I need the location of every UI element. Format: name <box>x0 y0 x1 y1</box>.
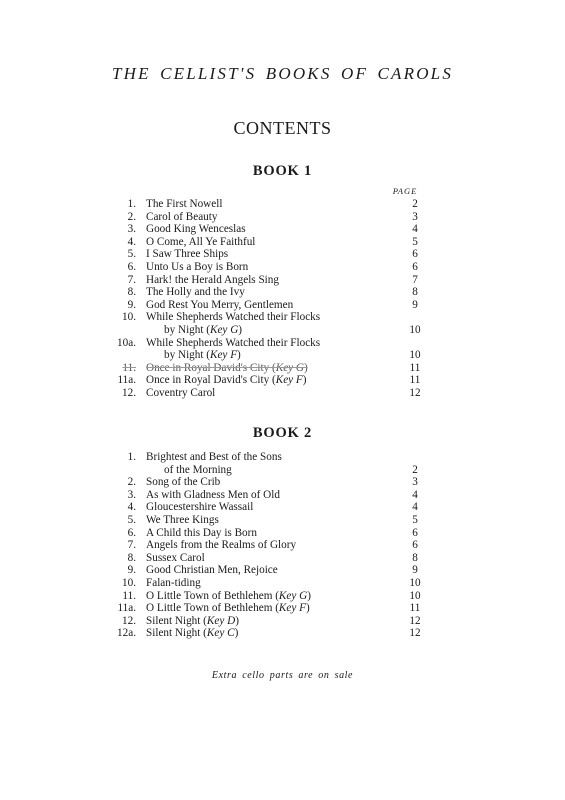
entry-page-number: 6 <box>412 260 418 273</box>
entry-number: 1. <box>127 451 136 463</box>
toc-entry <box>100 577 430 590</box>
entry-page-number: 12 <box>409 627 421 640</box>
toc-entry <box>100 514 430 527</box>
entry-page-number: 9 <box>412 564 418 577</box>
toc-entry <box>100 198 430 211</box>
toc-entry <box>100 476 430 489</box>
entry-number: 12. <box>122 386 136 399</box>
toc-entry <box>100 349 430 362</box>
entry-page-number: 3 <box>412 210 418 223</box>
toc-entry <box>100 387 430 400</box>
entry-title-continued: by Night (Key G) <box>164 323 243 336</box>
entry-page-number: 3 <box>412 476 418 489</box>
entry-title-continued: by Night (Key F) <box>164 349 241 362</box>
entry-page-number: 10 <box>409 349 421 362</box>
entry-title: Falan-tiding <box>146 576 201 589</box>
entry-title: God Rest You Merry, Gentlemen <box>146 298 294 311</box>
toc-entry <box>100 552 430 565</box>
toc-entry <box>100 248 430 261</box>
entry-page-number: 5 <box>412 235 418 248</box>
entry-title: While Shepherds Watched their Flocks <box>146 336 321 349</box>
entry-number: 7. <box>127 273 136 286</box>
entry-page-number: 4 <box>412 488 418 501</box>
entry-title: O Come, All Ye Faithful <box>146 235 256 248</box>
book-2-heading: BOOK 2 <box>252 425 313 441</box>
toc-entry <box>100 362 430 375</box>
entry-number: 1. <box>127 198 136 210</box>
toc-entry <box>100 261 430 274</box>
entry-number: 10a. <box>117 336 136 349</box>
entry-number: 5. <box>127 248 136 261</box>
entry-page-number: 10 <box>409 323 421 336</box>
entry-title: The First Nowell <box>146 198 223 210</box>
toc-entry <box>100 590 430 603</box>
toc-entry <box>100 615 430 628</box>
entry-page-number: 12 <box>409 386 421 399</box>
toc-entry <box>100 236 430 249</box>
entry-page-number: 4 <box>412 223 418 236</box>
entry-title: While Shepherds Watched their Flocks <box>146 311 321 324</box>
entry-number: 10. <box>122 576 136 589</box>
entry-page-number: 2 <box>412 463 418 476</box>
entry-page-number: 6 <box>412 526 418 539</box>
entry-page-number: 7 <box>412 273 418 286</box>
entry-page-number: 11 <box>409 374 421 387</box>
entry-title: Song of the Crib <box>146 476 221 489</box>
entry-page-number: 11 <box>409 602 421 615</box>
entry-title: Carol of Beauty <box>146 210 218 223</box>
entry-page-number: 12 <box>409 614 421 627</box>
entry-title: O Little Town of Bethlehem (Key G) <box>146 589 311 602</box>
entry-number: 6. <box>127 260 136 273</box>
entry-title: Once in Royal David's City (Key F) <box>146 374 307 387</box>
toc-entry <box>100 539 430 552</box>
entry-title: Silent Night (Key C) <box>146 627 239 640</box>
entry-page-number: 11 <box>409 361 421 374</box>
entry-title: Angels from the Realms of Glory <box>146 539 297 552</box>
entry-title: Sussex Carol <box>146 551 205 564</box>
toc-entry <box>100 627 430 640</box>
entry-number: 11a. <box>117 602 136 615</box>
entry-title: Good King Wenceslas <box>146 223 246 236</box>
entry-number: 2. <box>127 210 136 223</box>
entry-title: Unto Us a Boy is Born <box>146 260 249 273</box>
entry-number: 8. <box>127 551 136 564</box>
entry-title: Gloucestershire Wassail <box>146 501 254 514</box>
entry-title: The Holly and the Ivy <box>146 286 245 299</box>
entry-number: 11. <box>122 589 136 602</box>
toc-entry <box>100 602 430 615</box>
entry-page-number: 10 <box>409 576 421 589</box>
entry-title: A Child this Day is Born <box>146 526 257 539</box>
entry-page-number: 9 <box>412 298 418 311</box>
toc-entry <box>100 564 430 577</box>
entry-page-number: 8 <box>412 551 418 564</box>
entry-number: 8. <box>127 286 136 299</box>
page-title: THE CELLIST'S BOOKS OF CAROLS <box>111 64 454 83</box>
toc-entry <box>100 223 430 236</box>
entry-number: 10. <box>122 311 136 324</box>
entry-number: 7. <box>127 539 136 552</box>
toc-entry <box>100 311 430 324</box>
entry-page-number: 10 <box>409 589 421 602</box>
toc-entry <box>100 451 430 464</box>
entry-page-number: 2 <box>412 198 418 210</box>
entry-number: 11a. <box>117 374 136 387</box>
toc-entry <box>100 527 430 540</box>
book-1-list <box>100 198 430 400</box>
entry-title: Good Christian Men, Rejoice <box>146 564 278 577</box>
page-column-label: PAGE <box>392 186 418 196</box>
entry-title: I Saw Three Ships <box>146 248 229 261</box>
entry-number: 9. <box>127 564 136 577</box>
entry-number: 4. <box>127 235 136 248</box>
contents-heading: CONTENTS <box>233 118 332 138</box>
entry-title: Brightest and Best of the Sons <box>146 451 282 463</box>
entry-page-number: 5 <box>412 513 418 526</box>
entry-title: As with Gladness Men of Old <box>146 488 280 501</box>
entry-number: 12a. <box>117 627 136 640</box>
entry-title: Once in Royal David's City (Key G) <box>146 361 308 374</box>
entry-number: 2. <box>127 476 136 489</box>
entry-title: We Three Kings <box>146 513 219 526</box>
toc-entry <box>100 286 430 299</box>
toc-entry <box>100 489 430 502</box>
entry-number: 3. <box>127 223 136 236</box>
entry-page-number: 6 <box>412 539 418 552</box>
footer-note: Extra cello parts are on sale <box>211 670 354 681</box>
entry-number: 6. <box>127 526 136 539</box>
entry-number: 5. <box>127 513 136 526</box>
entry-number: 9. <box>127 298 136 311</box>
entry-title: Silent Night (Key D) <box>146 614 239 627</box>
entry-number: 4. <box>127 501 136 514</box>
entry-title-continued: of the Morning <box>164 463 232 476</box>
entry-number: 12. <box>122 614 136 627</box>
toc-entry <box>100 324 430 337</box>
entry-title: Coventry Carol <box>146 386 216 399</box>
entry-title: Hark! the Herald Angels Sing <box>146 273 279 286</box>
entry-number: 3. <box>127 488 136 501</box>
entry-page-number: 4 <box>412 501 418 514</box>
entry-number: 11. <box>122 361 136 374</box>
entry-page-number: 8 <box>412 286 418 299</box>
toc-entry <box>100 501 430 514</box>
entry-title: O Little Town of Bethlehem (Key F) <box>146 602 310 615</box>
toc-entry <box>100 337 430 350</box>
book-2-list <box>100 451 430 640</box>
toc-entry <box>100 464 430 477</box>
toc-entry <box>100 211 430 224</box>
toc-entry <box>100 374 430 387</box>
toc-entry <box>100 299 430 312</box>
book-1-heading: BOOK 1 <box>252 163 313 179</box>
toc-entry <box>100 274 430 287</box>
entry-page-number: 6 <box>412 248 418 261</box>
